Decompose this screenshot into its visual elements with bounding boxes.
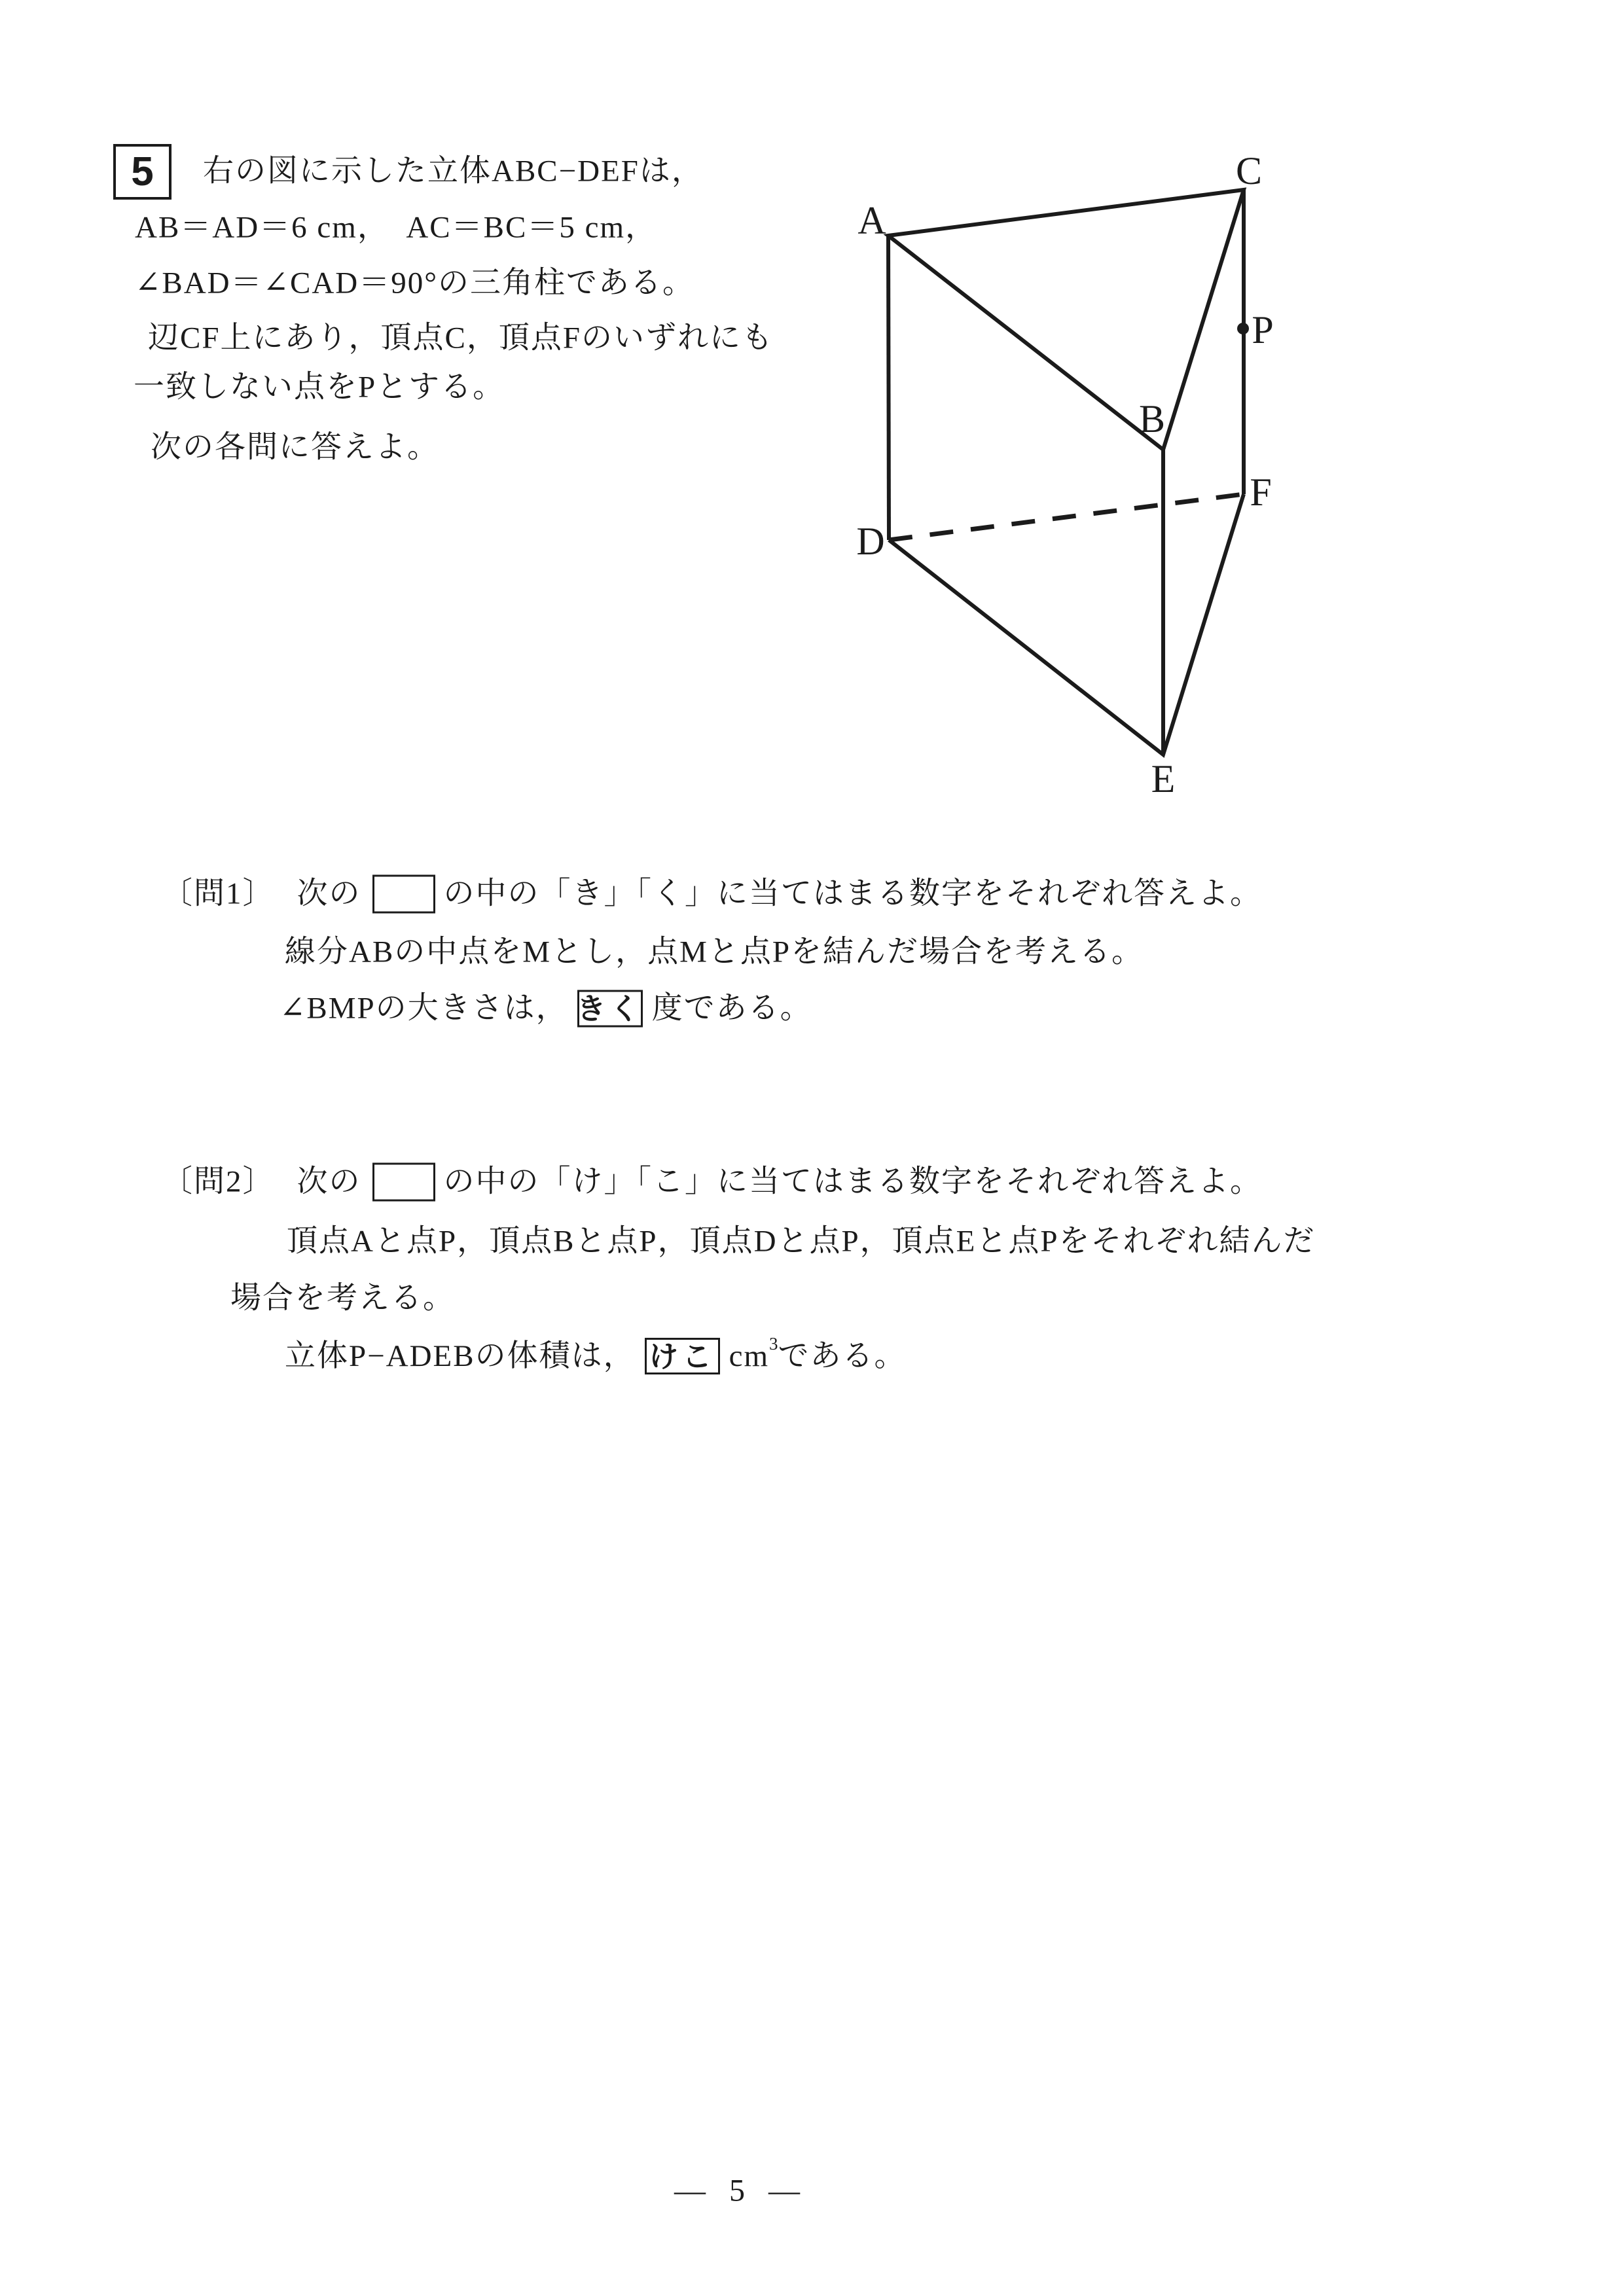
q1-answer-post: 度である。 [651, 991, 812, 1026]
vertex-label-c: C [1235, 149, 1263, 192]
page-number: — 5 — [674, 2173, 808, 2208]
q2-answer-line [285, 1333, 907, 1374]
q1-lead-pre: 次の [297, 876, 361, 911]
statement-line-4: 辺CF上にあり，頂点C，頂点Fのいずれにも [148, 321, 774, 355]
vertex-label-f: F [1250, 471, 1272, 514]
q2-answer-box: けこ [645, 1338, 720, 1374]
statement-line-2: AB＝AD＝6 cm， AC＝BC＝5 cm， [135, 210, 657, 245]
statement-line-5: 一致しない点をPとする。 [134, 370, 505, 404]
point-p-dot [1237, 323, 1249, 334]
q1-line-2: 線分ABの中点をMとし，点Mと点Pを結んだ場合を考える。 [285, 935, 1144, 969]
q2-line-2: 頂点Aと点P，頂点Bと点P，頂点Dと点P，頂点Eと点Pをそれぞれ結んだ [287, 1224, 1316, 1259]
q1-lead-line [162, 875, 1262, 914]
q2-blank-box [372, 1163, 435, 1202]
edge-ad [888, 236, 889, 540]
statement-line-6: 次の各問に答えよ。 [151, 430, 439, 465]
q2-line-3: 場合を考える。 [230, 1281, 455, 1316]
edge-df-dashed [889, 494, 1244, 540]
q2-lead-line [162, 1163, 1262, 1202]
q2-answer-pre: 立体P−ADEBの体積は， [285, 1338, 636, 1373]
statement-line-3: ∠BAD＝∠CAD＝90°の三角柱である。 [135, 266, 695, 300]
q1-lead-post: の中の「き」「く」に当てはまる数字をそれぞれ答えよ。 [443, 876, 1262, 911]
q1-label: 〔問1〕 [162, 876, 275, 911]
vertex-label-a: A [857, 199, 886, 242]
vertex-label-d: D [856, 520, 885, 563]
vertex-label-e: E [1151, 757, 1176, 800]
q1-answer-pre: ∠BMPの大きさは， [280, 991, 568, 1026]
q1-answer-line [280, 990, 812, 1028]
edge-top-face [888, 190, 1244, 450]
q2-answer-post: である。 [778, 1338, 907, 1373]
point-label-p: P [1252, 308, 1274, 351]
vertex-label-b: B [1138, 397, 1166, 440]
q1-answer-box: きく [577, 990, 643, 1028]
q2-lead-pre: 次の [297, 1164, 361, 1199]
q1-blank-box [372, 875, 435, 914]
q2-unit-superscript: 3 [769, 1333, 778, 1354]
q2-unit: cm [729, 1338, 770, 1373]
problem-number: 5 [131, 149, 154, 194]
statement-line-1: 右の図に示した立体ABC−DEFは， [203, 154, 704, 188]
q2-label: 〔問2〕 [162, 1164, 275, 1199]
q2-lead-post: の中の「け」「こ」に当てはまる数字をそれぞれ答えよ。 [443, 1164, 1262, 1199]
